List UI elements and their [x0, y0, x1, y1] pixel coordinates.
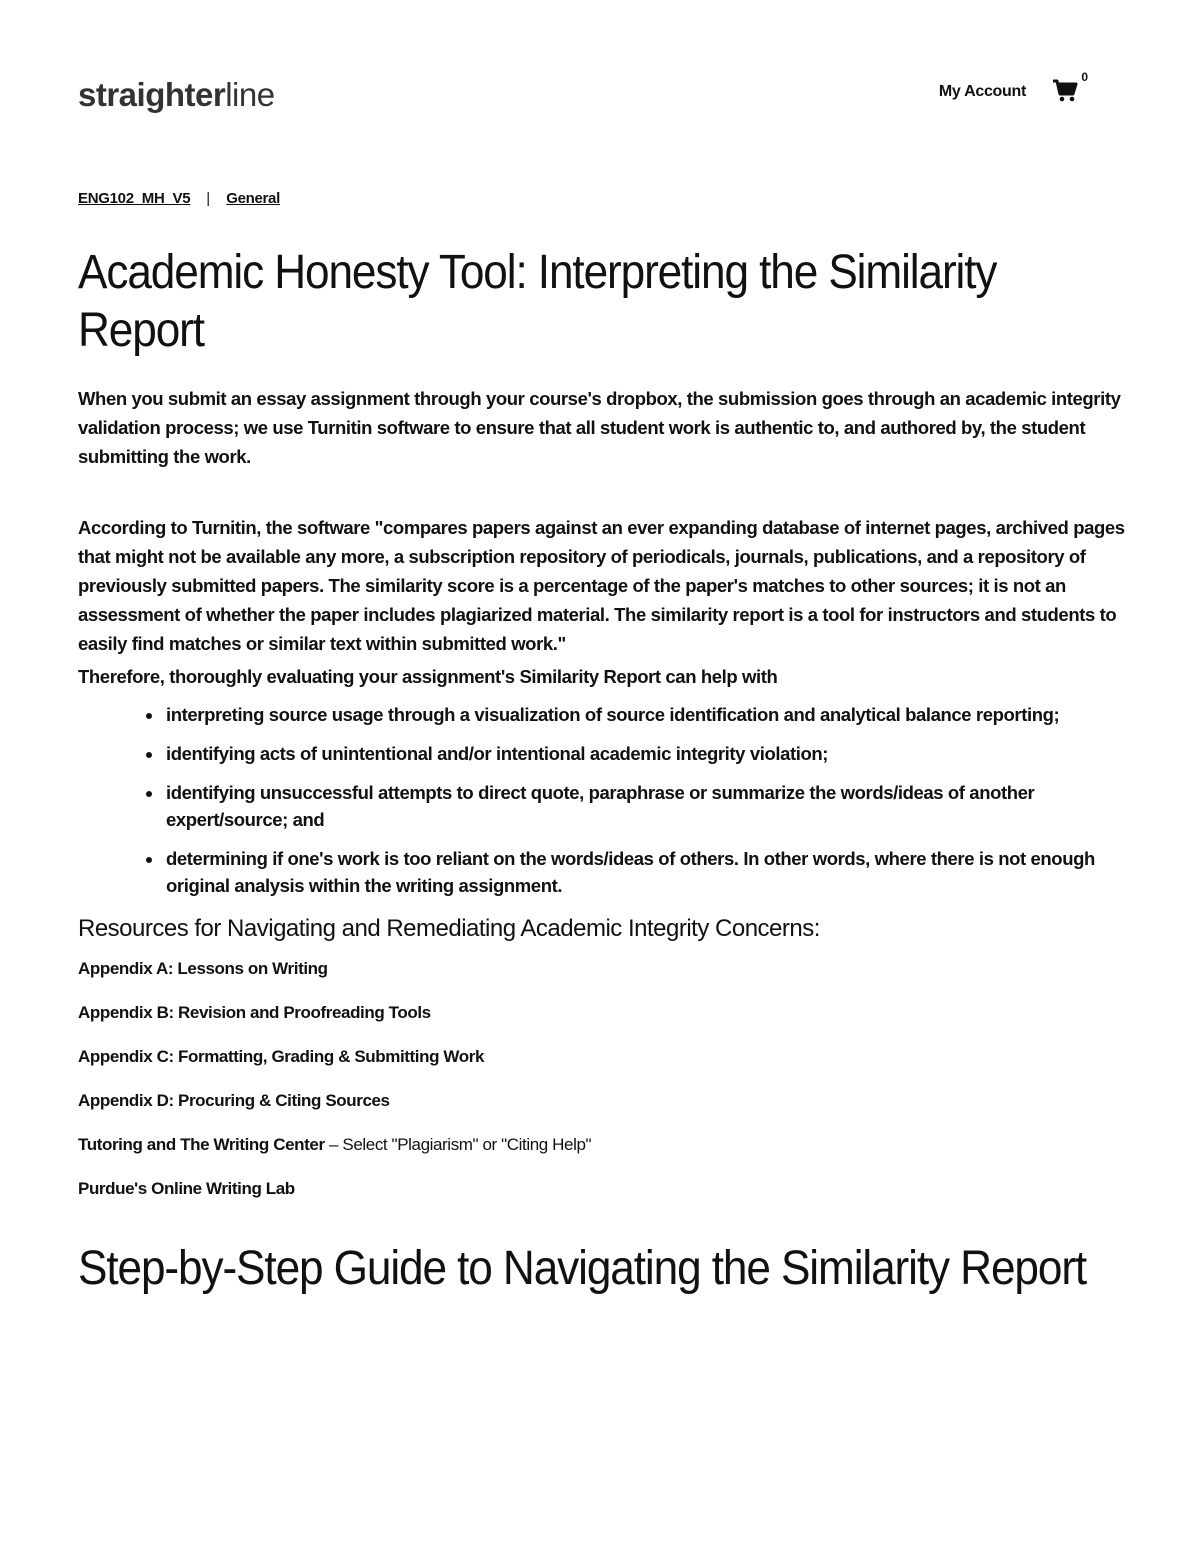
- straighterline-logo[interactable]: [78, 76, 275, 114]
- resource-appendix-c: [78, 1043, 1128, 1070]
- article-content: [78, 188, 1128, 1298]
- appendix-b-link[interactable]: Appendix B: Revision and Proofreading Tools: [78, 1003, 431, 1022]
- intro-paragraph: When you submit an essay assignment through your course's dropbox, the submission goes through an academic integrity validation process; we use Turnitin software to ensure that all student work is authentic to, and authored by, the student submitting the work.: [78, 388, 1121, 467]
- cart-icon: [1052, 78, 1078, 104]
- purdue-owl-link[interactable]: Purdue's Online Writing Lab: [78, 1179, 295, 1198]
- site-header: [78, 70, 1128, 120]
- resources-heading: Resources for Navigating and Remediating Academic Integrity Concerns:: [78, 915, 820, 942]
- cart-button[interactable]: [1052, 70, 1088, 106]
- resource-tutoring: [78, 1131, 1128, 1158]
- appendix-a-link[interactable]: Appendix A: Lessons on Writing: [78, 959, 328, 978]
- step-by-step-guide-title: Step-by-Step Guide to Navigating the Similarity Report: [78, 1242, 1087, 1295]
- logo-line-text: line: [225, 76, 275, 113]
- tutoring-note: – Select "Plagiarism" or "Citing Help": [324, 1135, 592, 1154]
- list-item: • identifying acts of unintentional and/or intentional academic integrity violation;: [164, 740, 1128, 767]
- page-title: Academic Honesty Tool: Interpreting the Similarity Report: [78, 246, 997, 357]
- breadcrumb: [78, 188, 1128, 208]
- cart-count-badge: 0: [1081, 70, 1088, 84]
- similarity-report-benefits-list: [78, 701, 1128, 899]
- breadcrumb-separator: |: [206, 189, 211, 207]
- list-item: • determining if one's work is too reliant on the words/ideas of others. In other words, where there is not enough original analysis within the writing assignment.: [164, 845, 1128, 899]
- resource-appendix-a: [78, 955, 1128, 982]
- breadcrumb-section-link[interactable]: General: [226, 189, 280, 207]
- list-item: • identifying unsuccessful attempts to direct quote, paraphrase or summarize the words/ideas of another expert/source; and: [164, 779, 1128, 833]
- appendix-c-link[interactable]: Appendix C: Formatting, Grading & Submitting Work: [78, 1047, 485, 1066]
- tutoring-writing-center-link[interactable]: Tutoring and The Writing Center: [78, 1135, 325, 1154]
- turnitin-quote-paragraph: According to Turnitin, the software "compares papers against an ever expanding database of internet pages, archived pages that might not be available any more, a subscription repository of periodicals, journals, publications, and a repository of previously submitted papers. The similarity score is a percentage of the paper's matches to other sources; it is not an assessment of whether the paper includes plagiarized material. The similarity report is a tool for instructors and students to easily find matches or similar text within submitted work.": [78, 517, 1125, 654]
- header-actions: [938, 70, 1088, 106]
- appendix-d-link[interactable]: Appendix D: Procuring & Citing Sources: [78, 1091, 390, 1110]
- my-account-link[interactable]: My Account: [938, 83, 1026, 100]
- breadcrumb-course-link[interactable]: ENG102_MH_V5: [78, 189, 191, 207]
- logo-main-text: straighter: [78, 76, 226, 113]
- resource-appendix-d: [78, 1087, 1128, 1114]
- resource-purdue-owl: [78, 1175, 1128, 1202]
- therefore-paragraph: Therefore, thoroughly evaluating your assignment's Similarity Report can help with: [78, 666, 778, 687]
- resource-appendix-b: [78, 999, 1128, 1026]
- list-item: • interpreting source usage through a visualization of source identification and analytical balance reporting;: [164, 701, 1128, 728]
